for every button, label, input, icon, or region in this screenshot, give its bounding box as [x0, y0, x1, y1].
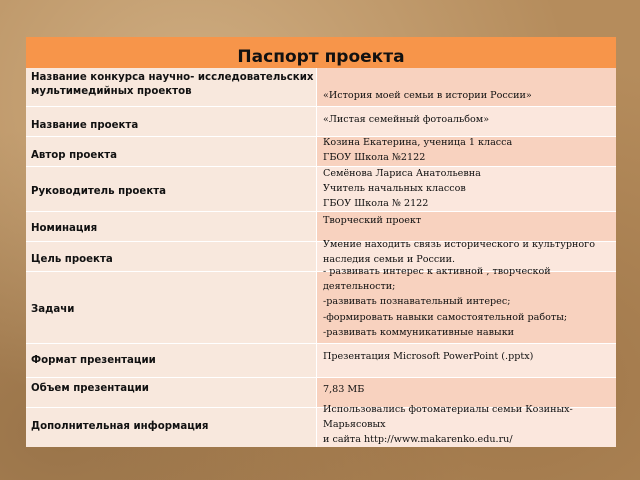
value-line: «История моей семьи в истории России» — [323, 90, 532, 101]
row-label-goal: Цель проекта — [31, 254, 113, 265]
row-label-project-name: Название проекта — [31, 120, 139, 131]
row-label-nomination: Номинация — [31, 223, 98, 234]
value-line: Марьясовых — [323, 419, 386, 430]
value-line: -развивать познавательный интерес; — [323, 296, 511, 308]
row-label-format: Формат презентации — [31, 355, 156, 366]
value-line: Использовались фотоматериалы семьи Козиных- — [323, 404, 573, 415]
value-line: -формировать навыки самостоятельной работы; — [323, 311, 568, 323]
value-line: наследия семьи и России. — [323, 254, 456, 265]
value-line: -развивать коммуникативные навыки — [323, 326, 515, 338]
value-line: и сайта http://www.makarenko.edu.ru/ — [323, 434, 513, 445]
row-value-additional-info — [323, 402, 615, 447]
row-label-supervisor: Руководитель проекта — [31, 186, 167, 197]
row-label-additional-info: Дополнительная информация — [31, 421, 209, 432]
row-label-size: Объем презентации — [31, 383, 149, 394]
value-line: 7,83 МБ — [323, 384, 365, 395]
value-line: Умение находить связь исторического и культурного — [323, 239, 595, 250]
row-label-contest: Название конкурса научно- исследовательских мультимедийных проектов — [31, 72, 314, 97]
row-value-project-name — [323, 112, 615, 127]
row-value-tasks — [323, 264, 615, 340]
row-divider — [26, 211, 616, 212]
row-value-size — [323, 382, 615, 397]
row-value-format — [323, 349, 615, 364]
value-line: Творческий проект — [323, 215, 422, 226]
value-line: - развивать интерес к активной , творческой — [323, 266, 551, 277]
row-divider — [26, 377, 616, 378]
value-line: Семёнова Лариса Анатольевна — [323, 168, 481, 179]
row-label-tasks: Задачи — [31, 304, 75, 315]
row-divider — [26, 343, 616, 344]
column-divider — [316, 68, 317, 447]
row-value-nomination — [323, 213, 615, 228]
table-title: Паспорт проекта — [26, 37, 616, 68]
value-line: «Листая семейный фотоальбом» — [323, 114, 490, 125]
value-line: ГБОУ Школа № 2122 — [323, 198, 429, 209]
row-label-author: Автор проекта — [31, 150, 118, 161]
row-value-contest — [323, 88, 615, 103]
value-line: деятельности; — [323, 281, 396, 293]
value-line: Презентация Microsoft PowerPoint (.pptx) — [323, 351, 534, 362]
value-line: Учитель начальных классов — [323, 183, 466, 194]
project-passport-table — [26, 37, 616, 447]
value-line: ГБОУ Школа №2122 — [323, 152, 426, 163]
row-divider — [26, 106, 616, 107]
row-value-goal — [323, 237, 615, 267]
row-value-author — [323, 135, 615, 165]
value-line: Козина Екатерина, ученица 1 класса — [323, 137, 513, 148]
row-value-supervisor — [323, 166, 615, 211]
